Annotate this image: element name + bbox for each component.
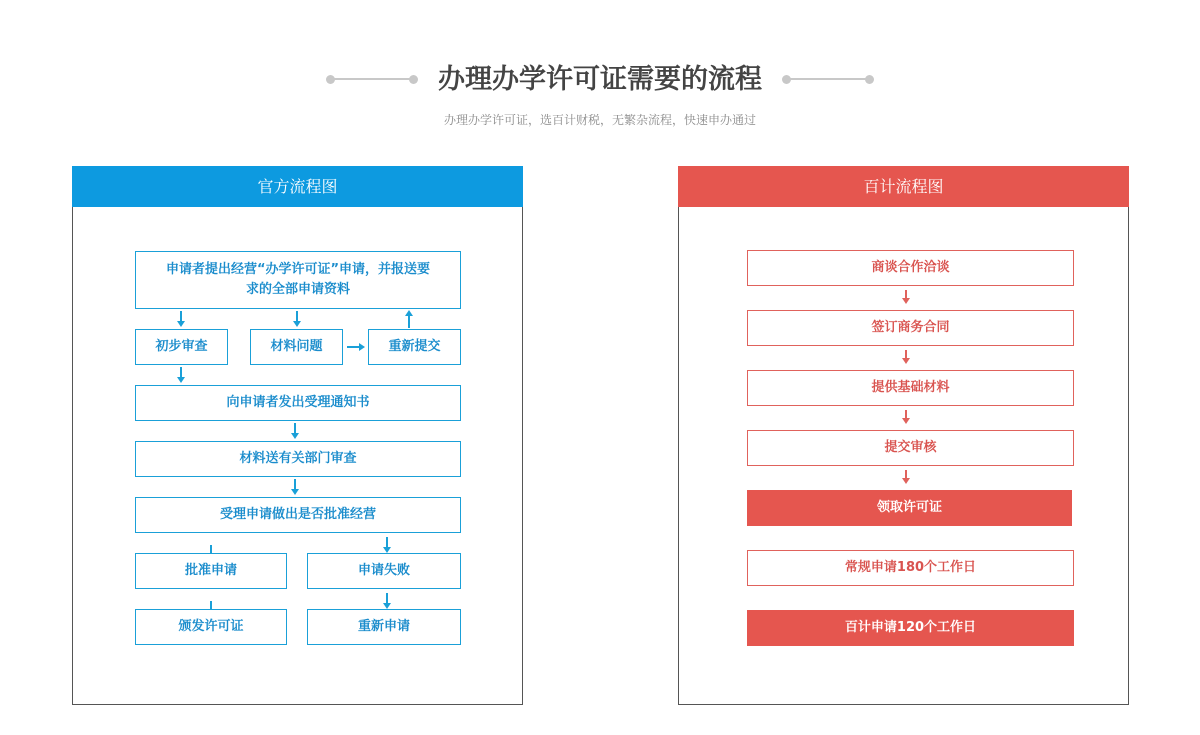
arrow-down-icon [902,358,910,364]
step-material-issue: 材料问题 [250,329,343,365]
decor-dot-icon [409,75,418,84]
arrow-line [905,410,907,418]
arrow-line [180,367,182,377]
page-subtitle: 办理办学许可证，选百计财税，无繁杂流程，快速申办通过 [443,113,756,127]
step-resubmit: 重新提交 [368,329,461,365]
arrow-line [408,316,410,328]
baiji-duration: 百计申请120个工作日 [747,610,1074,646]
decor-line [786,78,870,80]
arrow-down-icon [293,321,301,327]
arrow-line [905,470,907,478]
baiji-flow-title: 百计流程图 [678,166,1129,207]
arrow-line [296,311,298,321]
arrow-line [905,350,907,358]
arrow-line [294,479,296,489]
arrow-line [294,423,296,433]
step-dept-review: 材料送有关部门审查 [135,441,461,477]
regular-duration: 常规申请180个工作日 [747,550,1074,586]
step-negotiation: 商谈合作洽谈 [747,250,1074,286]
step-decision: 受理申请做出是否批准经营 [135,497,461,533]
arrow-down-icon [177,321,185,327]
step-submit-review: 提交审核 [747,430,1074,466]
step-get-license: 领取许可证 [747,490,1072,526]
arrow-down-icon [902,478,910,484]
step-contract: 签订商务合同 [747,310,1074,346]
arrow-down-icon [902,418,910,424]
arrow-line [386,537,388,547]
step-approved: 批准申请 [135,553,287,589]
arrow-line [386,593,388,603]
decor-line [330,78,414,80]
arrow-down-icon [902,298,910,304]
arrow-down-icon [177,377,185,383]
official-flow-panel [72,166,523,705]
step-apply: 申请者提出经营“办学许可证”申请，并报送要求的全部申请资料 [135,251,461,309]
arrow-line [347,346,359,348]
baiji-flow-panel [678,166,1129,705]
page-title: 办理办学许可证需要的流程 [438,64,762,95]
arrow-line [180,311,182,321]
section-header [0,60,1200,100]
arrow-down-icon [291,489,299,495]
arrow-line [905,290,907,298]
step-initial-review: 初步审查 [135,329,228,365]
step-notice: 向申请者发出受理通知书 [135,385,461,421]
step-materials: 提供基础材料 [747,370,1074,406]
arrow-down-icon [291,433,299,439]
step-failed: 申请失败 [307,553,461,589]
arrow-right-icon [359,343,365,351]
decor-dot-icon [865,75,874,84]
step-reapply: 重新申请 [307,609,461,645]
step-issue-license: 颁发许可证 [135,609,287,645]
official-flow-title: 官方流程图 [72,166,523,207]
